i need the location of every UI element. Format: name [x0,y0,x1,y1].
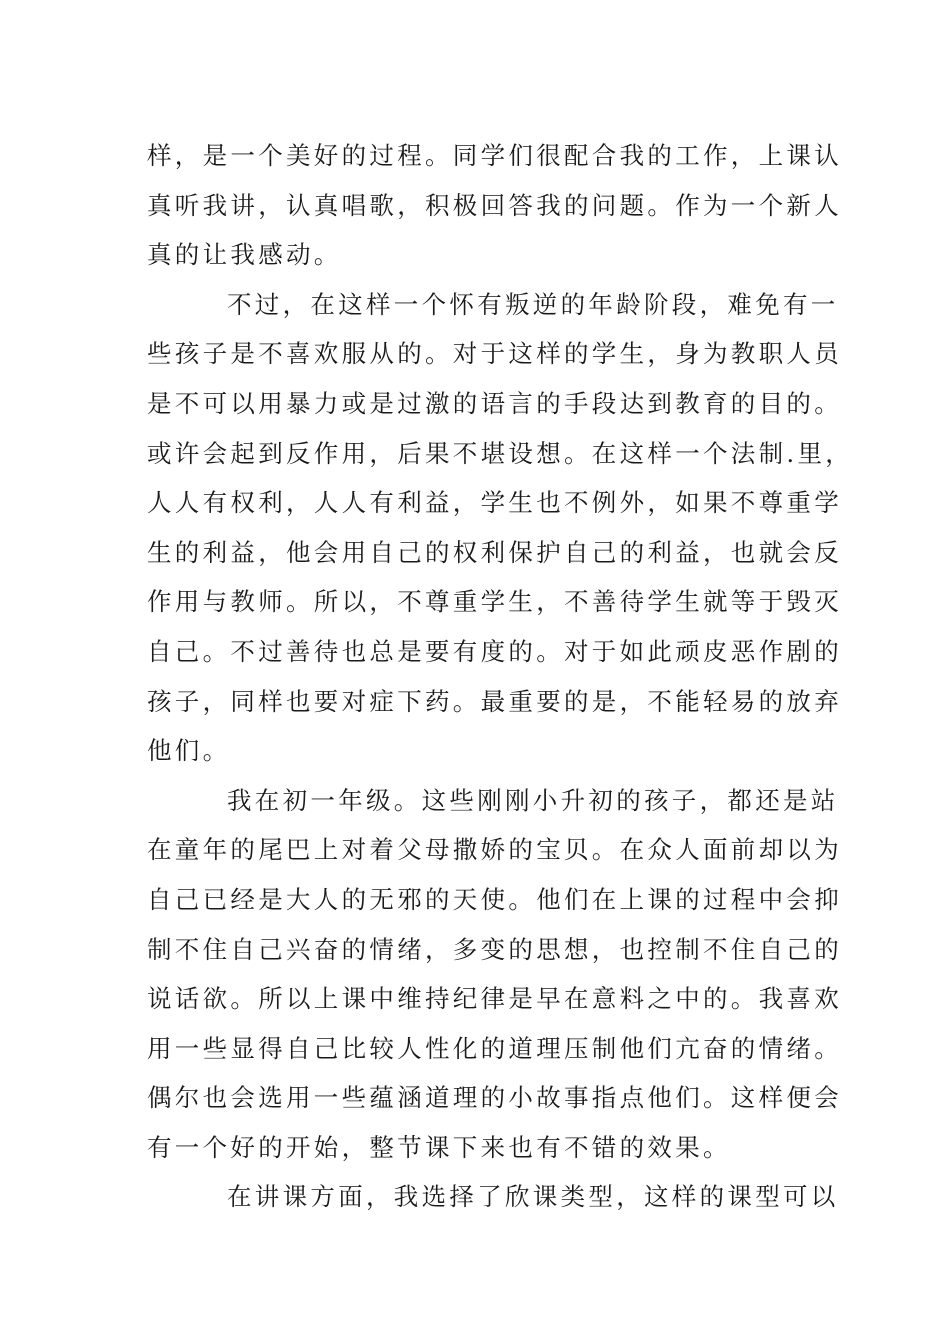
text-line: 是不可以用暴力或是过激的语言的手段达到教育的目的。 [147,388,842,418]
text-line: 不过，在这样一个怀有叛逆的年龄阶段，难免有一 [227,289,839,319]
paragraph [147,131,842,280]
text-line: 真听我讲，认真唱歌，积极回答我的问题。作为一个新人 [147,190,842,220]
text-line: 自己已经是大人的无邪的天使。他们在上课的过程中会抑 [147,884,842,914]
text-line: 些孩子是不喜欢服从的。对于这样的学生，身为教职人员 [147,339,842,369]
text-line: 有一个好的开始，整节课下来也有不错的效果。 [147,1132,731,1162]
text-line: 样，是一个美好的过程。同学们很配合我的工作，上课认 [147,141,842,170]
text-line: 作用与教师。所以，不尊重学生，不善待学生就等于毁灭 [147,587,842,617]
body-text [147,131,854,1222]
paragraph [147,776,842,1173]
text-line: 制不住自己兴奋的情绪，多变的思想，也控制不住自己的 [147,934,842,964]
text-line: 孩子，同样也要对症下药。最重要的是，不能轻易的放弃 [147,686,842,716]
text-line: 偶尔也会选用一些蕴涵道理的小故事指点他们。这样便会 [147,1083,842,1113]
text-line: 在讲课方面，我选择了欣课类型，这样的课型可以 [227,1182,839,1212]
text-line: 自己。不过善待也总是要有度的。对于如此顽皮恶作剧的 [147,636,842,666]
text-line: 我在初一年级。这些刚刚小升初的孩子，都还是站 [227,785,839,815]
text-line: 在童年的尾巴上对着父母撒娇的宝贝。在众人面前却以为 [147,835,842,865]
text-line: 他们。 [147,736,231,766]
text-line: 或许会起到反作用，后果不堪设想。在这样一个法制.里， [147,438,854,468]
text-line: 用一些显得自己比较人性化的道理压制他们亢奋的情绪。 [147,1033,842,1063]
paragraph [147,280,854,776]
text-line: 生的利益，他会用自己的权利保护自己的利益，也就会反 [147,537,842,567]
text-line: 真的让我感动。 [147,240,342,270]
paragraph [147,1172,839,1222]
text-line: 说话欲。所以上课中维持纪律是早在意料之中的。我喜欢 [147,984,842,1014]
text-line: 人人有权利，人人有利益，学生也不例外，如果不尊重学 [147,488,842,518]
